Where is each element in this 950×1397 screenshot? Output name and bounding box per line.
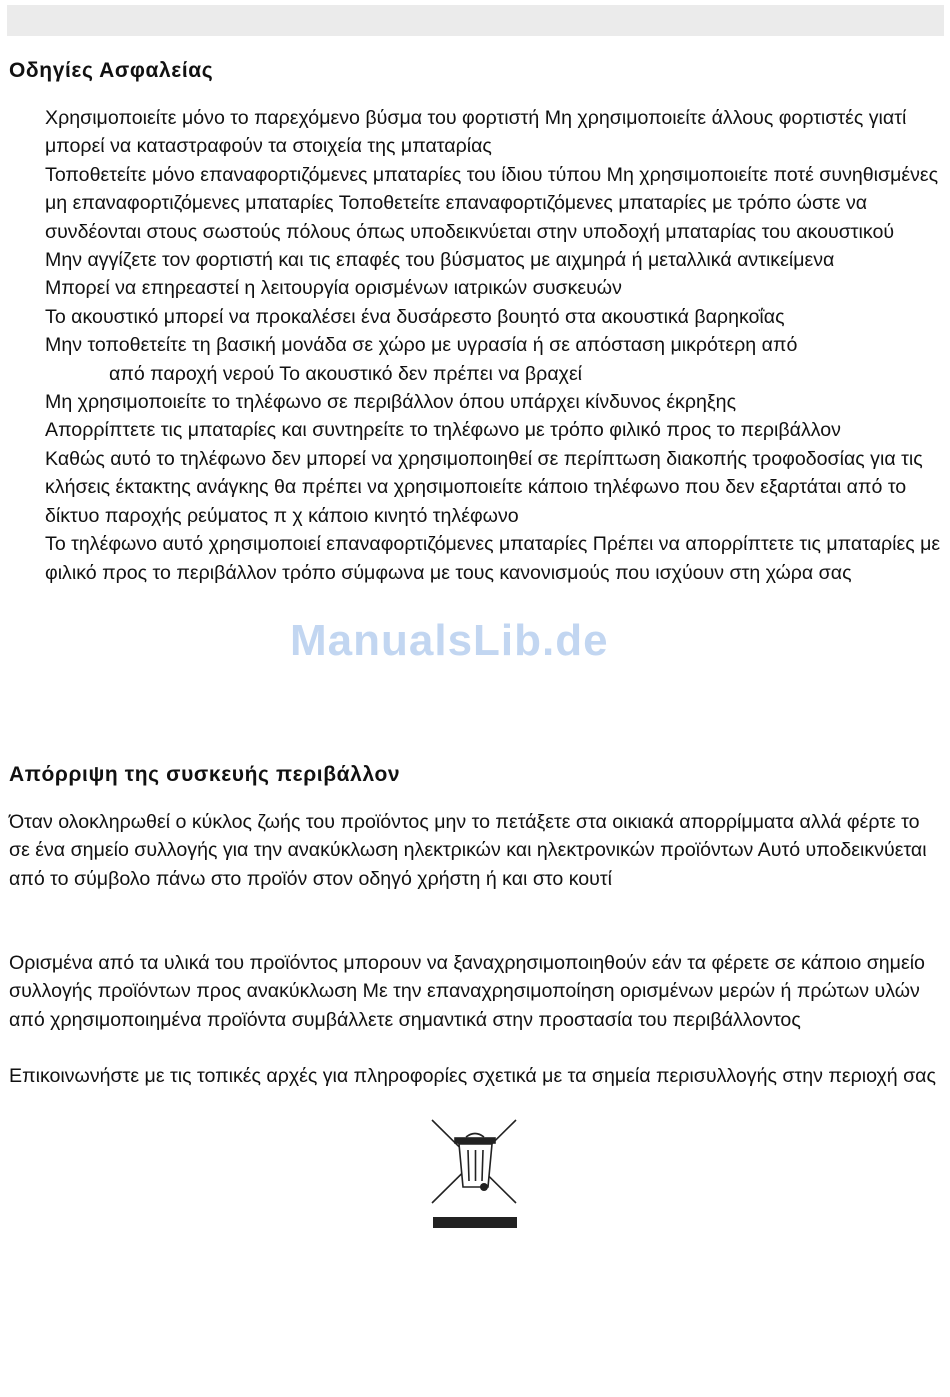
watermark: ManualsLib.de	[290, 616, 609, 665]
disposal-paragraph: Όταν ολοκληρωθεί ο κύκλος ζωής του προϊόντος μην το πετάξετε στα οικιακά απορρίμματα αλλά φέρτε το σε ένα σημείο συλλογής για την ανακύκλωση ηλεκτρικών και ηλεκτρονικών προϊόντων Αυτό υποδεικνύεται από το σύμβολο πάνω στο προϊόν στον οδηγό χρήστη ή και στο κουτί	[9, 811, 927, 890]
disposal-heading: Απόρριψη της συσκευής περιβάλλον	[9, 763, 401, 786]
safety-item-continuation: από παροχή νερού Το ακουστικό δεν πρέπει να βραχεί	[109, 362, 583, 385]
safety-item: Το ακουστικό μπορεί να προκαλέσει ένα δυσάρεστο βουητό στα ακουστικά βαρηκοΐας	[45, 305, 785, 328]
safety-item-text: Μην τοποθετείτε τη βασική μονάδα σε χώρο με υγρασία ή σε απόσταση μικρότερη από	[45, 334, 798, 357]
safety-heading: Οδηγίες Ασφαλείας	[9, 59, 214, 82]
safety-item: Καθώς αυτό το τηλέφωνο δεν μπορεί να χρησιμοποιηθεί σε περίπτωση διακοπής τροφοδοσίας για τις κλήσεις έκτακτης ανάγκης θα πρέπει να χρησιμοποιείτε κάποιο τηλέφωνο που δεν εξαρτάται από το δίκτυο παροχής ρεύματος π χ κάποιο κινητό τηλέφωνο	[45, 447, 923, 527]
safety-item: Μη χρησιμοποιείτε το τηλέφωνο σε περιβάλλον όπου υπάρχει κίνδυνος έκρηξης	[45, 391, 737, 414]
disposal-paragraph: Ορισμένα από τα υλικά του προϊόντος μπορουν να ξαναχρησιμοποιηθούν εάν τα φέρετε σε κάποιο σημείο συλλογής προϊόντων προς ανακύκλωση Με την επαναχρησιμοποίηση ορισμένων μερών ή πρώτων υλών από χρησιμοποιημένα προϊόντα συμβάλλετε σημαντικά στην προστασία του περιβάλλοντος	[9, 952, 925, 1031]
header-bar	[7, 5, 944, 36]
safety-item: Το τηλέφωνο αυτό χρησιμοποιεί επαναφορτιζόμενες μπαταρίες Πρέπει να απορρίπτετε τις μπαταρίες με φιλικό προς το περιβάλλον τρόπο σύμφωνα με τους κανονισμούς που ισχύουν στη χώρα σας	[45, 533, 941, 584]
safety-item: Χρησιμοποιείτε μόνο το παρεχόμενο βύσμα του φορτιστή Μη χρησιμοποιείτε άλλους φορτιστές γιατί μπορεί να καταστραφούν τα στοιχεία της μπαταρίας	[45, 107, 907, 158]
crossed-out-wheelie-bin-icon	[428, 1117, 522, 1229]
safety-item: Τοποθετείτε μόνο επαναφορτιζόμενες μπαταρίες του ίδιου τύπου Μη χρησιμοποιείτε ποτέ συνηθισμένες μη επαναφορτιζόμενες μπαταρίες Τοποθετείτε επαναφορτιζόμενες μπαταρίες με τρόπο ώστε να συνδέονται στους σωστούς πόλους όπως υποδεικνύεται στην υποδοχή μπαταρίας του ακουστικού	[45, 163, 939, 243]
safety-item: Μην αγγίζετε τον φορτιστή και τις επαφές του βύσματος με αιχμηρά ή μεταλλικά αντικείμενα	[45, 249, 835, 272]
safety-item: Μπορεί να επηρεαστεί η λειτουργία ορισμένων ιατρικών συσκευών	[45, 277, 622, 300]
safety-list	[45, 104, 945, 587]
safety-item: Απορρίπτετε τις μπαταρίες και συντηρείτε το τηλέφωνο με τρόπο φιλικό προς το περιβάλλον	[45, 419, 841, 442]
disposal-paragraph: Επικοινωνήστε με τις τοπικές αρχές για πληροφορίες σχετικά με τα σημεία περισυλλογής στην περιοχή σας	[9, 1065, 936, 1087]
safety-item	[45, 331, 945, 388]
